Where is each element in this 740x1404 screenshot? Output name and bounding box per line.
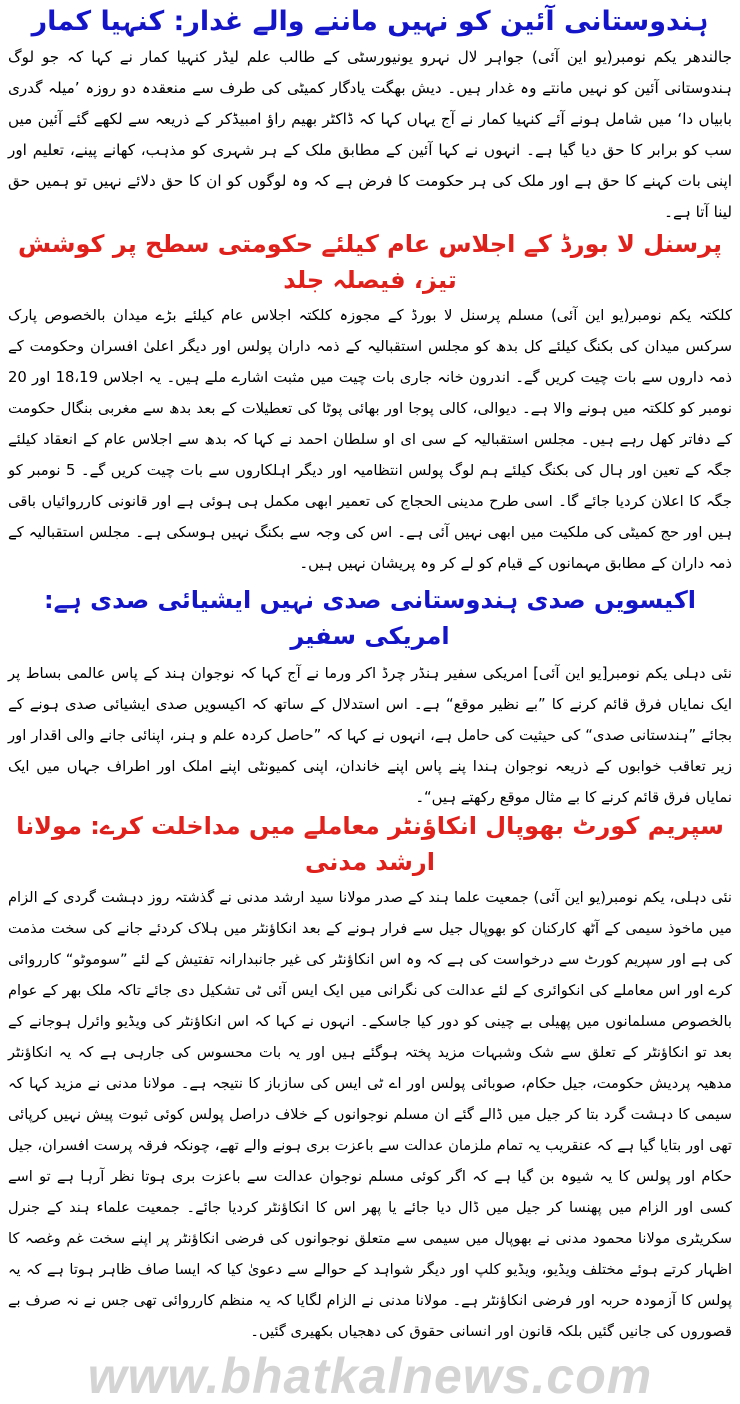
- article-headline: سپریم کورٹ بھوپال انکاؤنٹر معاملے میں مداخلت کرے: مولانا ارشد مدنی: [16, 812, 724, 876]
- site-watermark: www.bhatkalnews.com: [87, 1348, 653, 1404]
- article-personal-law-board: [0, 226, 740, 579]
- article-body: جالندھر یکم نومبر(یو این آئی) جواہر لال نہرو یونیورسٹی کے طالب علم لیڈر کنہیا کمار نے کہا کہ جو لوگ ہندوستانی آئین کو نہیں مانتے وہ غدار ہیں۔ دیش بھگت یادگار کمیٹی کی طرف سے منعقدہ دو روزہ ’میلہ گدری بابیاں دا‘ میں شامل ہونے آئے کنہیا کمار نے آج یہاں کہا کہ ڈاکٹر بھیم راؤ امبیڈکر کے ذریعہ سے لکھے گئے آئین میں سب کو برابر کا حق دیا گیا ہے۔ انہوں نے کہا آئین کے مطابق ملک کے ہر شہری کو مذہب، کھانے پینے، تعلیم اور اپنی بات کہنے کا حق ہے اور ملک کی ہر حکومت کا فرض ہے کہ وہ لوگوں کو ان کا حق دلائے نہیں تو ہمیں حق لینا آتا ہے۔: [8, 48, 732, 221]
- article-headline: اکیسویں صدی ہندوستانی صدی نہیں ایشیائی صدی ہے: امریکی سفیر: [44, 586, 696, 650]
- article-bhopal-encounter: [0, 808, 740, 1347]
- article-us-ambassador: [0, 582, 740, 813]
- article-body: کلکتہ یکم نومبر(یو این آئی) مسلم پرسنل لا بورڈ کے مجوزہ کلکتہ اجلاس عام کیلئے بڑے میدان بالخصوص پارک سرکس میدان کی بکنگ کیلئے کل بدھ کو مجلس استقبالیہ کے ذمہ داران پولس اور دیگر اعلیٰ افسران وحکومت کے ذمہ داروں سے بات چیت کریں گے۔ اندرون خانہ جاری بات چیت میں مثبت اشارے ملے ہیں۔ یہ اجلاس 18،19 اور 20 نومبر کو کلکتہ میں ہونے والا ہے۔ دیوالی، کالی پوجا اور بھائی پوٹا کی تعطیلات کے بعد بدھ سے مغربی بنگال حکومت کے دفاتر کھل رہے ہیں۔ مجلس استقبالیہ کے سی ای او سلطان احمد نے کہا کہ بدھ سے اجلاس عام کے انعقاد کیلئے جگہ کے تعین اور ہال کی بکنگ کیلئے ہم لوگ پولس انتظامیہ اور دیگر اہلکاروں سے بات چیت کریں گے۔ 5 نومبر کو جگہ کا اعلان کردیا جائے گا۔ اسی طرح مدینی الحجاج کی تعمیر ابھی مکمل ہی ہوئی ہے اور قانونی کارروائیاں باقی ہیں اور حج کمیٹی کی ملکیت میں ابھی نہیں آئی ہے۔ اس کی وجہ سے بکنگ نہیں ہوسکی ہے۔ مجلس استقبالیہ کے ذمہ داران کے مطابق مہمانوں کے قیام کو لے کر وہ پریشان نہیں ہیں۔: [8, 307, 732, 572]
- article-body: نئی دہلی یکم نومبر[یو این آئی] امریکی سفیر ہنڈر چرڈ اکر ورما نے آج کہا کہ نوجوان ہند کے پاس عالمی بساط پر ایک نمایاں فرق قائم کرنے کا ”بے نظیر موقع“ ہے۔ اس استدلال کے ساتھ کہ اکیسویں صدی ایشیائی صدی ہونے کے بجائے ”ہندستانی صدی“ کی حیثیت کی حامل ہے، انہوں نے کہا کہ ”حاصل کردہ علم و ہنر، اپنائی جانے والی اقدار اور زیر تعاقب خوابوں کے ذریعہ نوجوان ہندا پنے پاس اپنے خاندان، اپنی کمیونٹی اپنے املک اور اطراف جہاں میں ایک نمایاں فرق قائم کرنے کا بے مثال موقع رکھتے ہیں“۔: [8, 665, 732, 806]
- article-headline: ہندوستانی آئین کو نہیں ماننے والے غدار: کنہیا کمار: [31, 6, 709, 37]
- article-headline: پرسنل لا بورڈ کے اجلاس عام کیلئے حکومتی سطح پر کوشش تیز، فیصلہ جلد: [17, 230, 723, 294]
- article-kanhaiya-kumar: [0, 4, 740, 228]
- article-body: نئی دہلی، یکم نومبر(یو این آئی) جمعیت علما ہند کے صدر مولانا سید ارشد مدنی نے گذشتہ روز دہشت گردی کے الزام میں ماخوذ سیمی کے آٹھ کارکنان کو بھوپال جیل سے فرار ہونے کے بعد انکاؤنٹر میں ہلاک کردئے جانے کی سخت مذمت کی ہے اور سپریم کورٹ سے درخواست کی ہے کہ وہ اس انکاؤنٹر کی غیر جانبدارانہ تفتیش کے لئے ”سوموٹو“ کارروائی کرے اور اس معاملے کی انکوائری کے لئے عدالت کی نگرانی میں ایک ایس آئی ٹی تشکیل دی جائے تاکہ ملک بھر کے عوام بالخصوص مسلمانوں میں پھیلی بے چینی کو دور کیا جاسکے۔ انہوں نے کہا کہ اس انکاؤنٹر کی ویڈیو وائرل ہوجانے کے بعد تو انکاؤنٹر کے تعلق سے شک وشبہات مزید پختہ ہوگئے ہیں اور یہ بات محسوس کی جارہی ہے کہ یہ انکاؤنٹر مدھیہ پردیش حکومت، جیل حکام، صوبائی پولس اور اے ٹی ایس کی سازباز کا نتیجہ ہے۔ مولانا مدنی نے مزید کہا کہ سیمی کا دہشت گرد بتا کر جیل میں ڈالے گئے ان مسلم نوجوانوں کے خلاف دراصل پولس کوئی ثبوت پیش نہیں کرپائی تھی اور بتایا گیا ہے کہ عنقریب یہ تمام ملزمان عدالت سے باعزت بری ہونے والے تھے، چونکہ فرقہ پرست افسران، جیل حکام اور پولس کا یہ شیوہ بن گیا ہے کہ اگر کوئی مسلم نوجوان عدالت سے باعزت بری ہوتا نظر آرہا ہے تو اسے کسی اور الزام میں پھنسا کر جیل میں ڈال دیا جائے یا پھر اس کا انکاؤنٹر کردیا جائے۔ جمعیت علماء ہند کے جنرل سکریٹری مولانا محمود مدنی نے بھوپال میں سیمی سے متعلق نوجوانوں کی فرضی انکاؤنٹر پر اپنے سخت غم وغصہ کا اظہار کرتے ہوئے مختلف ویڈیو، ویڈیو کلپ اور دیگر شواہد کے حوالے سے دعویٰ کیا کہ ایسا صاف ظاہر ہوتا ہے کہ یہ پولس کا آزمودہ حربہ اور فرضی انکاؤنٹر ہے۔ مولانا مدنی نے الزام لگایا کہ یہ منظم کارروائی تھی جس نے نہ صرف بے قصوروں کی جانیں گئیں بلکہ قانون اور انسانی حقوق کی دھجیاں بکھیری گئیں۔: [8, 889, 732, 1340]
